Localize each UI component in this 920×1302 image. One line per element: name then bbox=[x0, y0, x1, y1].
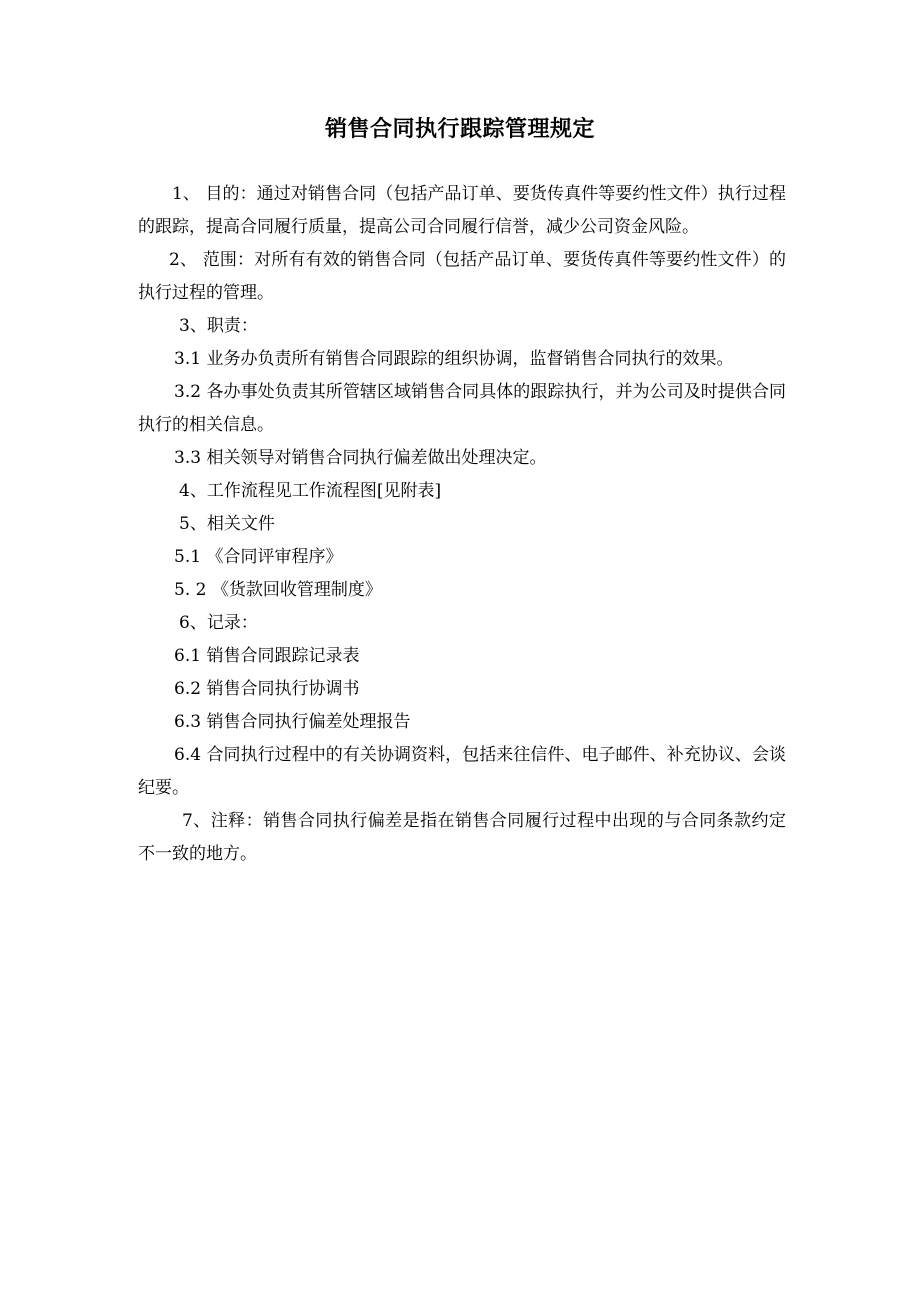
paragraph-record-6-3: 6.3 销售合同执行偏差处理报告 bbox=[174, 712, 411, 732]
paragraph-related-doc-5-2: 5. 2 《货款回收管理制度》 bbox=[174, 580, 382, 600]
paragraph-workflow: 4、工作流程见工作流程图[见附表] bbox=[179, 481, 442, 501]
paragraph-related-doc-5-1: 5.1 《合同评审程序》 bbox=[174, 547, 343, 567]
paragraph-related-docs-heading: 5、相关文件 bbox=[179, 514, 275, 534]
paragraph-records-heading: 6、记录： bbox=[179, 613, 258, 633]
paragraph-record-6-4: 6.4 合同执行过程中的有关协调资料，包括来往信件、电子邮件、补充协议、会谈纪要。 bbox=[138, 745, 786, 798]
paragraph-purpose: 1、 目的：通过对销售合同（包括产品订单、要货传真件等要约性文件）执行过程的跟踪，提高合同履行质量，提高公司合同履行信誉，减少公司资金风险。 bbox=[138, 184, 786, 237]
paragraph-note: 7、注释：销售合同执行偏差是指在销售合同履行过程中出现的与合同条款约定不一致的地方。 bbox=[138, 811, 786, 864]
paragraph-duty-3-1: 3.1 业务办负责所有销售合同跟踪的组织协调，监督销售合同执行的效果。 bbox=[174, 349, 734, 369]
paragraph-duty-3-2: 3.2 各办事处负责其所管辖区域销售合同具体的跟踪执行，并为公司及时提供合同执行的相关信息。 bbox=[138, 382, 786, 435]
document-title: 销售合同执行跟踪管理规定 bbox=[324, 117, 595, 142]
paragraph-duty-3-3: 3.3 相关领导对销售合同执行偏差做出处理决定。 bbox=[174, 448, 547, 468]
paragraph-record-6-1: 6.1 销售合同跟踪记录表 bbox=[174, 646, 360, 666]
paragraph-record-6-2: 6.2 销售合同执行协调书 bbox=[174, 679, 360, 699]
document-body bbox=[138, 178, 786, 871]
paragraph-scope: 2、 范围：对所有有效的销售合同（包括产品订单、要货传真件等要约性文件）的执行过程的管理。 bbox=[138, 250, 786, 303]
paragraph-duties-heading: 3、职责： bbox=[179, 316, 258, 336]
